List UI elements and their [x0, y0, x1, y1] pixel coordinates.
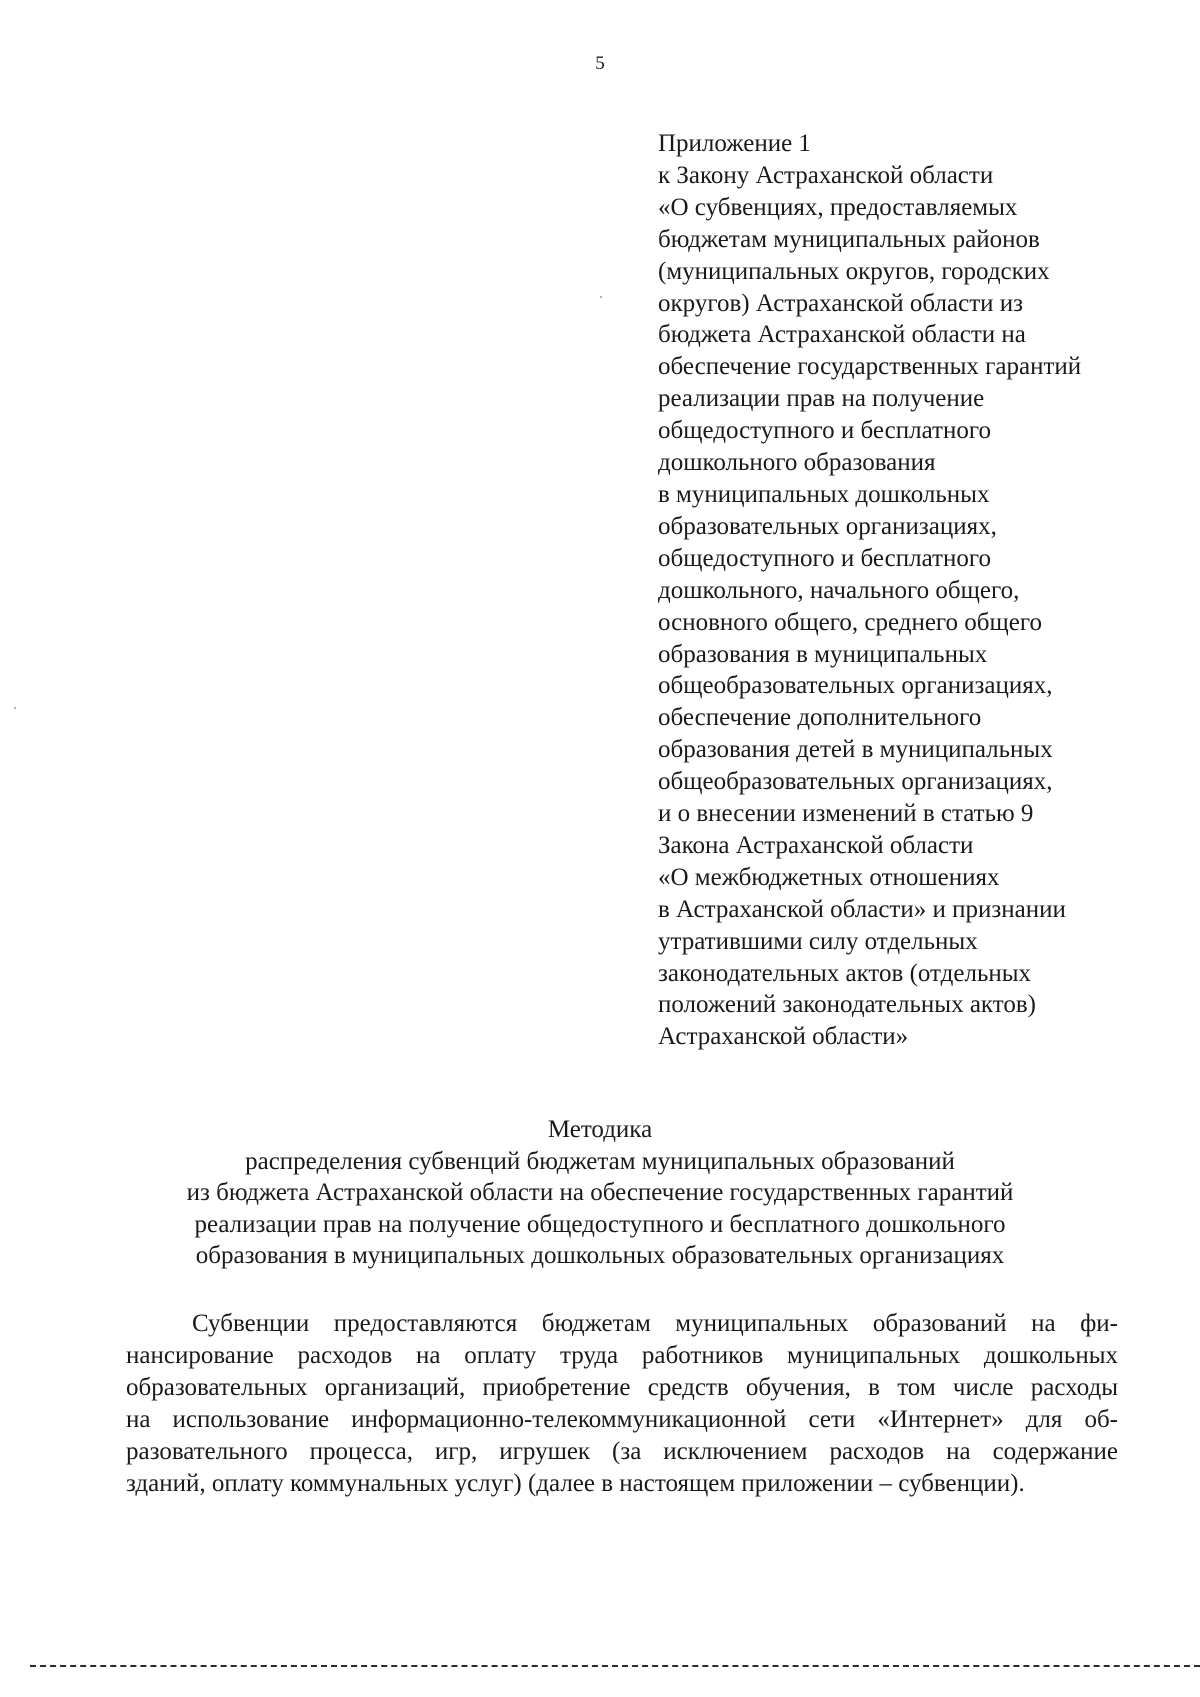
- appendix-line: в муниципальных дошкольных: [658, 480, 990, 508]
- appendix-line: бюджетам муниципальных районов: [658, 225, 1040, 253]
- appendix-line: дошкольного образования: [658, 449, 936, 477]
- scan-speck: [600, 296, 602, 298]
- appendix-line: «О межбюджетных отношениях: [658, 863, 1000, 891]
- appendix-line: общедоступного и бесплатного: [658, 417, 991, 445]
- appendix-line: (муниципальных округов, городских: [658, 257, 1050, 285]
- appendix-header: [658, 128, 1178, 1053]
- appendix-line: и о внесении изменений в статью 9: [658, 800, 1034, 828]
- body-line: нансирование расходов на оплату труда работников муниципальных дошкольных: [126, 1342, 1118, 1369]
- appendix-line: законодательных актов (отдельных: [658, 959, 1032, 987]
- appendix-line: обеспечение дополнительного: [658, 704, 982, 732]
- methodology-title: Методика: [547, 1116, 653, 1143]
- body-line: на использование информационно-телекоммуникационной сети «Интернет» для об-: [126, 1406, 1118, 1433]
- appendix-line: обеспечение государственных гарантий: [658, 353, 1082, 381]
- appendix-line: образования в муниципальных: [658, 640, 988, 668]
- appendix-line: бюджета Астраханской области на: [658, 321, 1026, 349]
- appendix-line: Приложение 1: [658, 130, 811, 157]
- appendix-line: положений законодательных актов): [658, 991, 1036, 1019]
- methodology-subtitle-line: распределения субвенций бюджетам муниципальных образований: [245, 1147, 955, 1175]
- page-bottom-rule: [30, 1665, 1200, 1667]
- body-line: зданий, оплату коммунальных услуг) (далее в настоящем приложении – субвенции).: [126, 1470, 1025, 1497]
- methodology-subtitle-line: из бюджета Астраханской области на обеспечение государственных гарантий: [186, 1179, 1014, 1206]
- appendix-line: общеобразовательных организациях,: [658, 672, 1053, 700]
- appendix-line: основного общего, среднего общего: [658, 608, 1042, 636]
- appendix-line: реализации прав на получение: [658, 385, 985, 413]
- methodology-heading: [0, 1114, 1200, 1272]
- scan-speck: [14, 707, 16, 709]
- methodology-subtitle-line: реализации прав на получение общедоступного и бесплатного дошкольного: [194, 1210, 1006, 1238]
- body-paragraph: [126, 1308, 1118, 1500]
- appendix-line: «О субвенциях, предоставляемых: [658, 193, 1018, 221]
- page-number: 5: [595, 53, 605, 74]
- appendix-line: образования детей в муниципальных: [658, 736, 1053, 764]
- appendix-line: общедоступного и бесплатного: [658, 544, 991, 572]
- methodology-subtitle-line: образования в муниципальных дошкольных образовательных организациях: [195, 1242, 1005, 1269]
- appendix-line: образовательных организациях,: [658, 512, 997, 540]
- appendix-line: в Астраханской области» и признании: [658, 895, 1066, 923]
- appendix-line: Закона Астраханской области: [658, 831, 974, 859]
- body-line: образовательных организаций, приобретение средств обучения, в том числе расходы: [126, 1374, 1118, 1401]
- appendix-line: общеобразовательных организациях,: [658, 768, 1053, 796]
- appendix-line: к Закону Астраханской области: [658, 161, 994, 189]
- appendix-line: Астраханской области»: [658, 1023, 909, 1051]
- body-line: разовательного процесса, игр, игрушек (за исключением расходов на содержание: [126, 1438, 1118, 1465]
- appendix-line: округов) Астраханской области из: [658, 289, 1024, 317]
- body-line: Субвенции предоставляются бюджетам муниципальных образований на фи-: [192, 1310, 1118, 1337]
- appendix-line: утратившими силу отдельных: [658, 927, 978, 955]
- appendix-line: дошкольного, начального общего,: [658, 576, 1020, 604]
